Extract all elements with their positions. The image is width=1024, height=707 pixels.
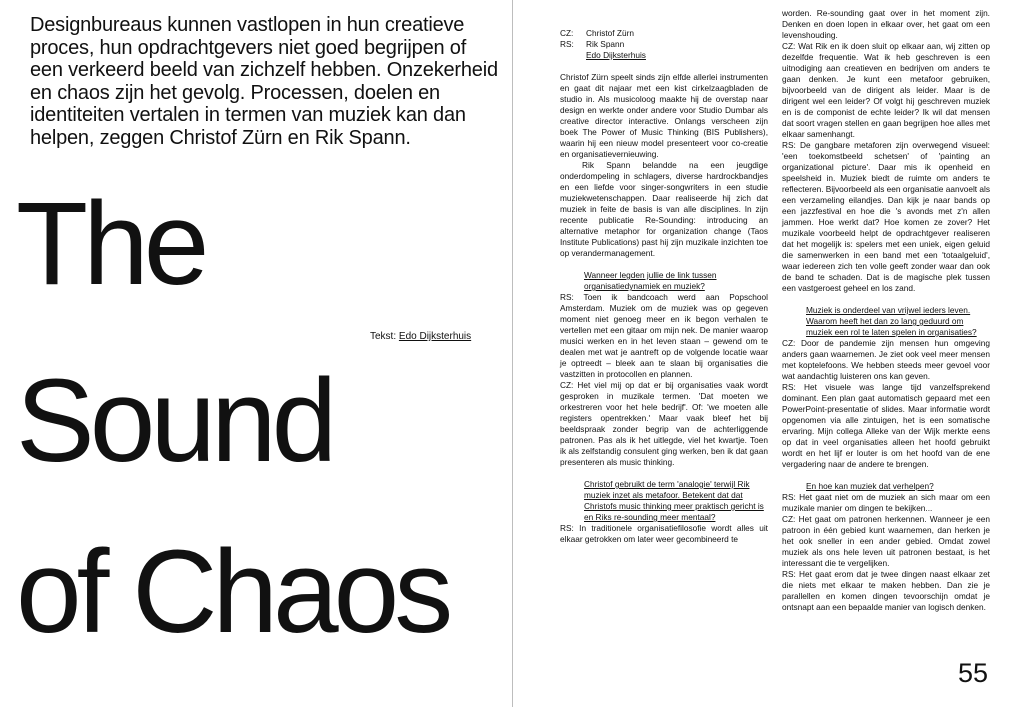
- body-paragraph: CZ: Door de pandemie zijn mensen hun omgeving anders gaan waarnemen. Je ziet ook veel meer mensen met koptelefoons. We hebben steeds meer gevoel voor wat aandachtig luisteren ons kan geven.: [782, 338, 990, 381]
- body-paragraph: Christof Zürn speelt sinds zijn elfde allerlei instrumenten en gaat dit najaar met een kist cirkelzaagbladen de studio in. Als musicoloog maakte hij de overstap naar design en werkte onder andere voor Studio Dumbar als creative director interactive. Onlangs verscheen zijn boek The Power of Music Thinking (BIS Publishers), waarin hij een nieuw model presenteert voor co-creatie en organisatievernieuwing.: [560, 72, 768, 159]
- title-line-2: Sound: [16, 355, 333, 487]
- body-paragraph: CZ: Het gaat om patronen herkennen. Wanneer je een patroon in één gebied kunt waarnemen, dan herken je het ook sneller in een ander gebied. Omdat zowel muziek als ons hele leven uit patronen bestaat, is het interessant die te vergelijken.: [782, 514, 990, 568]
- article-column-right: [782, 8, 990, 613]
- body-paragraph: RS: Het gaat erom dat je twee dingen naast elkaar zet die niets met elkaar te maken hebben. Dan zie je parallellen en komen dingen tevoorschijn omdat je ontsnapt aan een bepaalde manier van logisch denken.: [782, 569, 990, 612]
- body-paragraph: RS: Het visuele was lange tijd vanzelfsprekend dominant. Een plan gaat automatisch gepaard met een PowerPoint-presentatie of slides. Maar informatie wordt opgenomen via alle zintuigen, het is een somatische ervaring. Mijn collega Alleke van der Wijk merkte eens op dat in veel organisaties alleen het hoofd gebruikt wordt en het lijf er louter is om het hoofd van de ene vergadering naar de andere te brengen.: [782, 382, 990, 469]
- interview-question: Wanneer legden jullie de link tussen organisatiedynamiek en muziek?: [584, 270, 717, 291]
- header-row: [560, 28, 768, 39]
- body-paragraph: RS: Het gaat niet om de muziek an sich maar om een muzikale manier om dingen te bekijken...: [782, 492, 990, 513]
- body-paragraph: worden. Re-sounding gaat over in het moment zijn. Denken en doen lopen in elkaar over, het gaat om een levenshouding.: [782, 8, 990, 40]
- article-column-left: [560, 28, 768, 545]
- speaker-code: CZ:: [560, 28, 574, 38]
- body-paragraph: CZ: Het viel mij op dat er bij organisaties vaak wordt gesproken in muzikale termen. 'Dat moeten we orkestreren voor het hele bedrijf'. Of: 'we moeten alle registers opentrekken.' Maar vaak bleef het bij beeldspraak zonder begrip van de achterliggende patronen. Pas als ik het uitlegde, viel het kwartje. Toen ik als zelfstandig consulent ging werken, ben ik dat gaan presenteren als music thinking.: [560, 380, 768, 467]
- credit-author-link[interactable]: Edo Dijksterhuis: [398, 331, 472, 342]
- speaker-header: [560, 28, 768, 61]
- speaker-code: [560, 50, 586, 61]
- speaker-name: Edo Dijksterhuis: [586, 50, 646, 60]
- intro-paragraph: Designbureaus kunnen vastlopen in hun creatieve proces, hun opdrachtgevers niet goed begrijpen of een verkeerd beeld van zichzelf hebben. Onzekerheid en chaos zijn het gevolg. Processen, doelen en identiteiten vertalen in termen van muziek kan dan helpen, zeggen Christof Zürn en Rik Spann.: [30, 14, 498, 149]
- interview-question: Christof gebruikt de term 'analogie' terwijl Rik muziek inzet als metafoor. Betekent dat dat Christofs music thinking meer praktisch gericht is en Riks re-sounding meer mentaal?: [584, 479, 764, 522]
- body-paragraph: RS: In traditionele organisatiefilosofie wordt alles uit elkaar getrokken om later weer gecombineerd te: [560, 523, 768, 544]
- page-number: 55: [958, 658, 989, 688]
- body-paragraph: Rik Spann belandde na een jeugdige onderdompeling in schlagers, diverse hardrockbandjes en een liefde voor singer-songwriters in een studie muziekwetenschappen. Daar realiseerde hij zich dat muziek in feite de basis is van alle disciplines. In zijn recente publicatie Re-Sounding: introducing an alternative metaphor for organization change (Taos Institute Publications) past hij zijn muzikale inzichten toe op verandermanagement.: [560, 160, 768, 258]
- header-row: [560, 39, 768, 50]
- body-paragraph: RS: De gangbare metaforen zijn overwegend visueel: 'een toekomstbeeld schetsen' of 'painting an organizational picture'. Daar mis ik openheid en speelsheid in. Muziek biedt de ruimte om anders te reflecteren. Bijvoorbeeld als een organisatie aanvoelt als een verzameling eilandjes. Dan kijk je naar bands op een jazzfestival en hoe die 's avonds met z'n allen jammen. Hoe werkt dat? Hoe komen ze zover? Het muzikale voorbeeld helpt de opdrachtgever realiseren dat het mogelijk is: spelers met een uniek, eigen geluid die samenwerken in een band met een 'totaalgeluid', waar iedereen zich ten volle geeft zonder waar dan ook de band te schaden. Dat is de magische plek tussen een vastgeroest geheel en los zand.: [782, 140, 991, 293]
- page-gutter: [512, 0, 513, 707]
- title-line-3: of Chaos: [16, 526, 449, 658]
- interview-question: En hoe kan muziek dat verhelpen?: [806, 481, 934, 491]
- column-left-body: [560, 72, 768, 545]
- author-credit: [370, 331, 471, 342]
- speaker-code: RS:: [560, 39, 574, 49]
- header-row: [560, 50, 768, 61]
- speaker-name: Rik Spann: [586, 39, 625, 49]
- credit-label: Tekst:: [370, 331, 397, 342]
- body-paragraph: RS: Toen ik bandcoach werd aan Popschool Amsterdam. Muziek om de muziek was op gegeven moment niet genoeg meer en ik begon verhalen te vertellen met een gitaar om mijn nek. De manier waarop musici werken en in het leven staan – gewend om te dealen met wat je aantreft op de volgende locatie waar je optreedt – bleek aan te slaan bij organisaties die vastzitten in protocollen en plannen.: [560, 292, 768, 379]
- interview-question: Muziek is onderdeel van vrijwel ieders leven. Waarom heeft het dan zo lang geduurd om muziek een rol te laten spelen in organisaties?: [806, 305, 977, 337]
- title-line-1: The: [16, 178, 205, 310]
- column-right-body: [782, 8, 990, 613]
- body-paragraph: CZ: Wat Rik en ik doen sluit op elkaar aan, wij zitten op dezelfde frequentie. Wat ik heb geschreven is een uitnodiging aan creatieven en bedrijven om anders te gaan denken. Je kunt een metafoor gebruiken, bijvoorbeeld van de dirigent als leider. Maar is de dirigent wel een leider? Of volgt hij geschreven muziek en is de componist de echte leider? Ik wil dat mensen dat soort vragen stellen en gaan begrijpen hoe alles met elkaar samenhangt.: [782, 41, 990, 139]
- speaker-name: Christof Zürn: [586, 28, 634, 38]
- spacer: [560, 61, 768, 72]
